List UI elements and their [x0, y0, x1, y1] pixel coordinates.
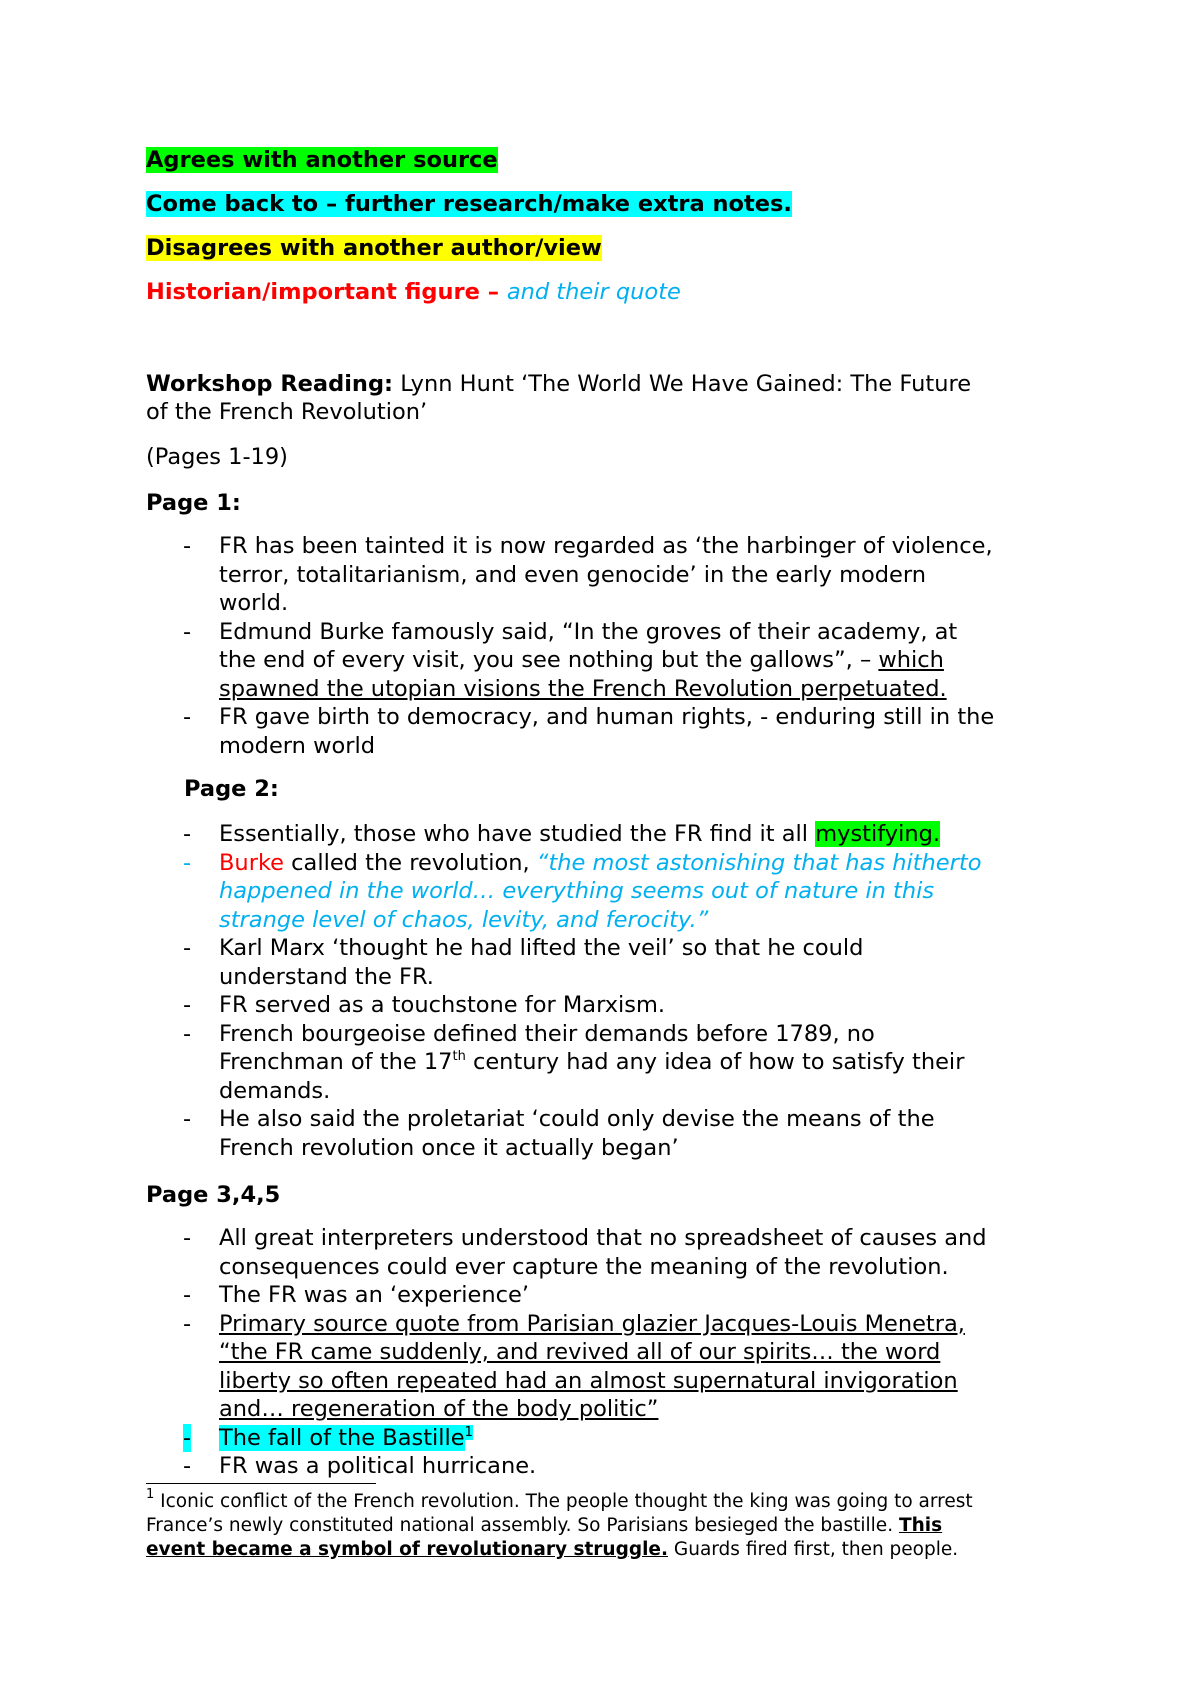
item-text: world.: [219, 590, 289, 616]
historian-quote: strange level of chaos, levity, and ferocity.”: [219, 906, 709, 933]
bullet-dash: -: [183, 618, 192, 645]
bullet-dash: -: [183, 821, 192, 847]
list-item: [146, 1452, 1086, 1481]
bullet-dash: -: [183, 1282, 192, 1308]
item-text: All great interpreters understood that no spreadsheet of causes and: [219, 1225, 987, 1251]
item-text: French bourgeoise defined their demands before 1789, no: [219, 1020, 875, 1047]
item-text: The FR was an ‘experience’: [219, 1282, 530, 1308]
footnote-text: France’s newly constituted national assembly. So Parisians besieged the bastille.: [146, 1515, 899, 1536]
bullet-dash: -: [183, 1020, 192, 1047]
item-text: demands.: [219, 1077, 331, 1104]
item-text-underlined: Primary source quote from Parisian glazier Jacques-Louis Menetra,: [219, 1310, 965, 1337]
list-item: [146, 703, 1086, 732]
item-text: FR served as a touchstone for Marxism.: [219, 992, 666, 1018]
footnote-line-1: [146, 1487, 973, 1515]
list-item: [146, 849, 1086, 878]
list-item-cont: [146, 589, 1086, 618]
list-item: [146, 934, 1086, 963]
item-text-underlined: which: [878, 647, 944, 673]
bullet-dash: -: [183, 849, 192, 876]
item-text: consequences could ever capture the meaning of the revolution.: [219, 1253, 949, 1280]
item-text: century had any idea of how to satisfy their: [465, 1049, 965, 1075]
legend-disagrees: [146, 234, 602, 262]
footnote-ref[interactable]: 1: [464, 1424, 473, 1440]
reading-line-2: [146, 398, 427, 426]
legend-agrees: [146, 146, 498, 174]
list-item: [146, 618, 1086, 647]
bullet-dash: -: [183, 935, 192, 961]
list-item: [146, 820, 1086, 849]
item-text: Frenchman of the 17: [219, 1049, 453, 1075]
list-item: [146, 1310, 1086, 1339]
item-text-underlined: “the FR came suddenly, and revived all of our spirits… the word: [219, 1339, 941, 1365]
list-item-cont: [146, 906, 1086, 935]
reading-label: Workshop Reading:: [146, 371, 394, 397]
footnote-line-3: [146, 1538, 958, 1563]
list-item-cont: [146, 646, 1086, 675]
item-text: terror, totalitarianism, and even genocide’ in the early modern: [219, 561, 927, 588]
item-text: called the revolution,: [284, 849, 537, 876]
historian-name: Burke: [219, 849, 285, 876]
item-text-highlight: The fall of the Bastille: [219, 1424, 465, 1451]
list-item-cont: [146, 963, 1086, 992]
reading-line-1: [146, 370, 971, 398]
list-item-cont: [146, 1077, 1086, 1106]
item-text: FR gave birth to democracy, and human rights, - enduring still in the: [219, 704, 995, 730]
bullet-dash: -: [183, 1310, 192, 1337]
item-text-highlight: mystifying.: [815, 821, 941, 847]
legend-come-back: [146, 190, 792, 218]
reading-title-2: of the French Revolution’: [146, 399, 428, 425]
item-text: the end of every visit, you see nothing but the gallows”, –: [219, 647, 879, 673]
item-text: French revolution once it actually began’: [219, 1134, 679, 1161]
bullet-dash: -: [183, 992, 192, 1018]
bullet-dash: -: [183, 704, 192, 730]
list-item-cont: [146, 561, 1086, 590]
list-item-cont: [146, 1048, 1086, 1077]
page345-heading: Page 3,4,5: [146, 1182, 281, 1208]
list-item: [146, 1224, 1086, 1253]
historian-quote: happened in the world… everything seems out of nature in this: [219, 878, 935, 904]
list-item-cont: [146, 1367, 1086, 1396]
item-text: Essentially, those who have studied the FR find it all: [219, 821, 816, 847]
list-item: [146, 1105, 1086, 1134]
bullet-dash: -: [183, 533, 192, 559]
footnote-emphasis: event became a symbol of revolutionary struggle.: [146, 1539, 668, 1560]
page345-list: [146, 1224, 1086, 1481]
footnote-marker: 1: [146, 1487, 155, 1502]
reading-pages: (Pages 1-19): [146, 444, 288, 470]
list-item-cont: [146, 1134, 1086, 1163]
footnote-line-2: [146, 1514, 942, 1539]
list-item-cont: [146, 1395, 1086, 1424]
historian-quote: “the most astonishing that has hitherto: [536, 849, 982, 876]
list-item: [146, 1020, 1086, 1049]
legend-historian: [146, 278, 681, 306]
bullet-dash: -: [183, 1106, 192, 1132]
item-text: He also said the proletariat ‘could only devise the means of the: [219, 1106, 935, 1132]
legend-disagrees-text: Disagrees with another author/view: [146, 235, 602, 261]
page2-heading: Page 2:: [184, 776, 279, 802]
page2-list: [146, 820, 1086, 1162]
list-item: [146, 991, 1086, 1020]
legend-historian-label: Historian/important figure –: [146, 279, 507, 305]
item-text: Karl Marx ‘thought he had lifted the veil’ so that he could: [219, 935, 864, 961]
item-text-underlined: spawned the utopian visions the French Revolution perpetuated.: [219, 675, 947, 702]
list-item-cont: [146, 1253, 1086, 1282]
page1-heading: Page 1:: [146, 490, 241, 516]
footnote-separator: [146, 1483, 376, 1484]
legend-agrees-text: Agrees with another source: [146, 147, 498, 173]
bullet-dash: -: [183, 1453, 192, 1479]
page1-list: [146, 532, 1086, 760]
superscript: th: [452, 1049, 466, 1064]
item-text: Edmund Burke famously said, “In the groves of their academy, at: [219, 618, 958, 645]
item-text-underlined: and… regeneration of the body politic”: [219, 1396, 659, 1422]
bullet-dash: -: [183, 1424, 192, 1451]
item-text: modern world: [219, 732, 376, 759]
item-text: understand the FR.: [219, 963, 434, 990]
legend-come-back-text: Come back to – further research/make extra notes.: [146, 191, 792, 217]
footnote-text: Guards fired first, then people.: [668, 1539, 959, 1560]
list-item-cont: [146, 675, 1086, 704]
list-item: [146, 1281, 1086, 1310]
footnote-emphasis: This: [898, 1515, 943, 1536]
item-text: FR has been tainted it is now regarded as ‘the harbinger of violence,: [219, 533, 993, 559]
list-item-cont: [146, 877, 1086, 906]
list-item-cont: [146, 1338, 1086, 1367]
footnote-text: Iconic conflict of the French revolution. The people thought the king was going to arrest: [154, 1491, 973, 1512]
item-text: FR was a political hurricane.: [219, 1453, 537, 1479]
item-text-underlined: liberty so often repeated had an almost supernatural invigoration: [219, 1367, 958, 1394]
legend-historian-quote: and their quote: [506, 279, 681, 305]
list-item: [146, 532, 1086, 561]
list-item-cont: [146, 732, 1086, 761]
bullet-dash: -: [183, 1225, 192, 1251]
list-item: [146, 1424, 1086, 1453]
reading-title-1: Lynn Hunt ‘The World We Have Gained: The Future: [393, 371, 972, 397]
